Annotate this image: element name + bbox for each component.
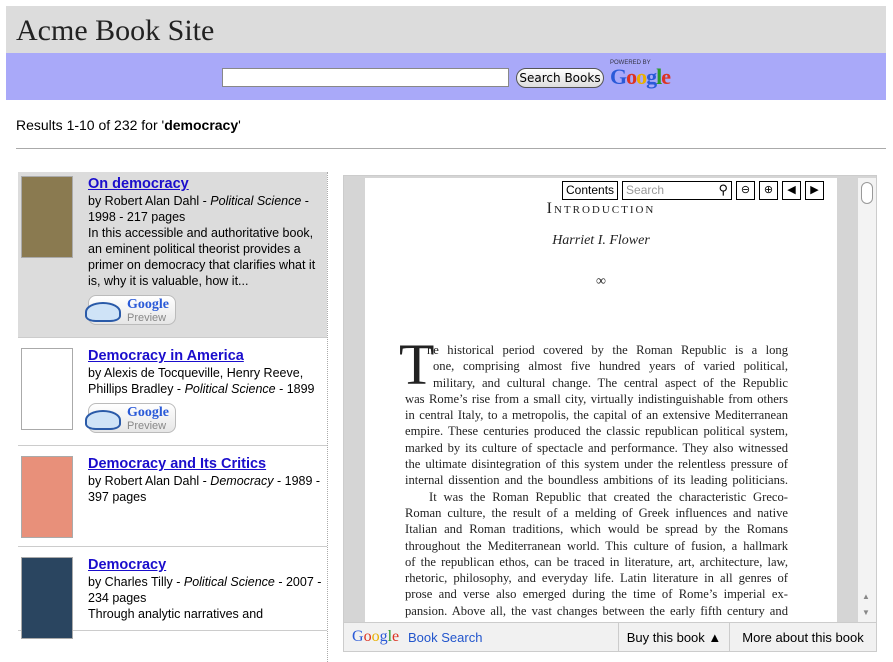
book-authors: by Robert Alan Dahl - bbox=[88, 474, 211, 488]
book-viewer bbox=[343, 175, 877, 652]
viewer-footer bbox=[344, 622, 876, 651]
list-item bbox=[18, 553, 327, 631]
zoom-out-icon[interactable]: ⊖ bbox=[736, 181, 755, 200]
book-title-link[interactable]: Democracy bbox=[88, 557, 167, 573]
viewer-search-input[interactable] bbox=[622, 181, 732, 200]
book-meta: - 2007 - 234 pages bbox=[88, 575, 322, 605]
page-text bbox=[405, 342, 788, 619]
google-logo: Google bbox=[352, 628, 400, 645]
text-line: Roman culture, the result of a melding of Greek influences and native bbox=[405, 505, 788, 520]
results-prefix: Results 1-10 of 232 for ' bbox=[16, 117, 165, 133]
book-info bbox=[88, 557, 327, 622]
google-preview-button[interactable] bbox=[88, 295, 176, 325]
viewer-toolbar bbox=[562, 181, 824, 200]
book-page bbox=[365, 178, 837, 622]
text-line: marked by its culture of spectacle and performance. They also witnessed bbox=[405, 440, 788, 455]
divider bbox=[16, 148, 886, 149]
book-info bbox=[88, 348, 327, 437]
book-category: Political Science bbox=[210, 194, 302, 208]
book-authors: by Charles Tilly - bbox=[88, 575, 184, 589]
book-title-link[interactable]: Democracy in America bbox=[88, 348, 244, 364]
book-cover[interactable] bbox=[21, 456, 73, 538]
book-cover[interactable] bbox=[21, 176, 73, 258]
book-info bbox=[88, 176, 327, 329]
book-title-link[interactable]: Democracy and Its Critics bbox=[88, 456, 267, 472]
more-about-book-button[interactable]: More about this book bbox=[742, 630, 864, 645]
results-suffix: ' bbox=[238, 117, 241, 133]
google-preview-button[interactable] bbox=[88, 403, 176, 433]
book-cover[interactable] bbox=[21, 557, 73, 639]
book-cover[interactable] bbox=[21, 348, 73, 430]
text-line: It was the Roman Republic that created the characteristic Greco- bbox=[429, 489, 788, 504]
ornament: ∞ bbox=[596, 274, 606, 289]
powered-by-label: POWERED BY bbox=[610, 60, 651, 66]
book-authors: by Alexis de Tocqueville, Henry Reeve, Phillips Bradley - bbox=[88, 366, 304, 396]
buy-this-book-button[interactable]: Buy this book ▲ bbox=[618, 623, 730, 652]
text-line: prose and verse also emerged during the time of Rome’s imperial ex- bbox=[405, 587, 788, 602]
results-query: democracy bbox=[164, 117, 239, 133]
text-line: one, comprising almost five hundred years of varied political, bbox=[433, 359, 788, 374]
text-line: military, and cultural change. The central aspect of the Republic bbox=[433, 375, 788, 390]
site-header bbox=[6, 6, 886, 53]
search-input[interactable] bbox=[222, 68, 509, 87]
text-line: Italian and Roman traditions, which would be spread by the Romans bbox=[405, 522, 788, 537]
preview-google-label: Google bbox=[127, 297, 169, 312]
book-category: Political Science bbox=[184, 382, 276, 396]
text-line: internal dissention and the boundless ambitions of its leading politicians. bbox=[405, 473, 788, 488]
book-category: Democracy bbox=[210, 474, 274, 488]
magnifier-icon: ⚲ bbox=[718, 182, 729, 197]
next-page-icon[interactable]: ▶ bbox=[805, 181, 824, 200]
book-meta: - 1899 bbox=[275, 382, 315, 396]
preview-google-label: Google bbox=[127, 405, 169, 420]
text-line: in central Italy, to a metropolis, the capital of an extensive Mediterranean bbox=[405, 408, 788, 423]
text-line: empire. These centuries produced the classic republican political system, bbox=[405, 424, 788, 439]
site-title: Acme Book Site bbox=[16, 14, 215, 47]
text-line: rhetoric, philosophy, and everyday life. Latin literature in all genres of bbox=[405, 571, 788, 586]
text-line: of the republican ethos, can be traced in literature, art, architecture, law, bbox=[405, 554, 788, 569]
preview-label: Preview bbox=[127, 420, 167, 432]
text-line: pansion. Above all, the vast changes between the early fifth century and bbox=[405, 603, 788, 618]
book-meta: - 1989 - 397 pages bbox=[88, 474, 321, 504]
text-line: was Rome’s rise from a small city, virtually indistinguishable from others bbox=[405, 391, 788, 406]
book-description: Through analytic narratives and bbox=[88, 607, 264, 621]
zoom-in-icon[interactable]: ⊕ bbox=[759, 181, 778, 200]
previous-page-icon[interactable]: ◀ bbox=[782, 181, 801, 200]
list-item bbox=[18, 172, 327, 338]
scroll-up-icon[interactable]: ▲ bbox=[862, 592, 870, 601]
search-placeholder: Search bbox=[626, 183, 665, 197]
search-books-button[interactable]: Search Books bbox=[516, 68, 604, 88]
google-logo: Google bbox=[610, 64, 671, 89]
search-bar bbox=[6, 53, 886, 100]
text-line: he historical period covered by the Roman Republic is a long bbox=[427, 343, 788, 357]
book-category: Political Science bbox=[183, 575, 275, 589]
book-meta: - 1998 - 217 pages bbox=[88, 194, 309, 224]
chapter-heading: Introduction bbox=[546, 200, 656, 217]
scrollbar-thumb[interactable] bbox=[861, 182, 873, 204]
open-book-icon bbox=[85, 302, 121, 322]
scroll-down-icon[interactable]: ▼ bbox=[862, 608, 870, 617]
results-list bbox=[18, 172, 328, 662]
text-line: the ultimate disintegration of this system under the relentless pressure of bbox=[405, 457, 788, 472]
drop-cap: T bbox=[399, 332, 435, 397]
book-authors: by Robert Alan Dahl - bbox=[88, 194, 211, 208]
book-description: In this accessible and authoritative book, an eminent political theorist provides a primer on democracy that clarifies what it is, why it is valuable, how it... bbox=[88, 226, 316, 288]
list-item bbox=[18, 344, 327, 446]
list-item bbox=[18, 452, 327, 547]
text-line: throughout the Mediterranean world. This culture of fusion, a hallmark bbox=[405, 538, 788, 553]
book-info bbox=[88, 456, 327, 505]
viewer-scrollbar[interactable] bbox=[858, 178, 876, 622]
book-title-link[interactable]: On democracy bbox=[88, 176, 189, 192]
contents-button[interactable]: Contents bbox=[562, 181, 618, 200]
open-book-icon bbox=[85, 410, 121, 430]
preview-label: Preview bbox=[127, 312, 167, 324]
book-search-link[interactable]: Book Search bbox=[408, 630, 483, 645]
chapter-author: Harriet I. Flower bbox=[552, 233, 650, 248]
results-summary bbox=[16, 117, 241, 133]
